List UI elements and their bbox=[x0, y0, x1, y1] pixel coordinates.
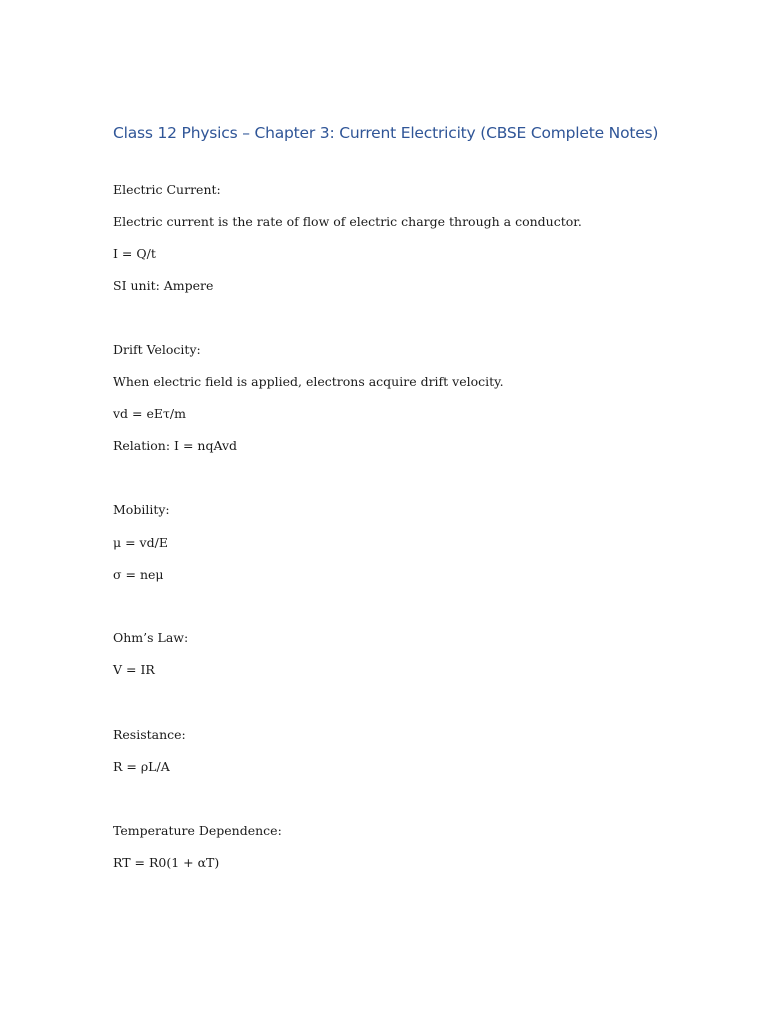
body-text-line: SI unit: Ampere bbox=[113, 278, 214, 293]
body-text-line: Electric current is the rate of flow of electric charge through a conductor. bbox=[113, 214, 582, 229]
section-heading-mobility: Mobility: bbox=[113, 502, 170, 517]
section-heading-ohms-law: Ohm’s Law: bbox=[113, 630, 189, 645]
formula-line: R = ρL/A bbox=[113, 759, 170, 774]
formula-line: σ = neμ bbox=[113, 567, 164, 582]
body-text-line: When electric field is applied, electrons acquire drift velocity. bbox=[113, 374, 504, 389]
section-heading-temperature-dependence: Temperature Dependence: bbox=[113, 823, 282, 838]
page-title: Class 12 Physics – Chapter 3: Current Electricity (CBSE Complete Notes) bbox=[113, 124, 659, 142]
section-heading-resistance: Resistance: bbox=[113, 727, 186, 742]
formula-line: RT = R0(1 + αT) bbox=[113, 855, 220, 870]
formula-line: vd = eEτ/m bbox=[113, 406, 186, 421]
formula-line: Relation: I = nqAvd bbox=[113, 438, 238, 453]
section-heading-electric-current: Electric Current: bbox=[113, 182, 221, 197]
section-heading-drift-velocity: Drift Velocity: bbox=[113, 342, 201, 357]
formula-line: μ = vd/E bbox=[113, 535, 168, 550]
formula-line: I = Q/t bbox=[113, 246, 156, 261]
formula-line: V = IR bbox=[113, 662, 155, 677]
